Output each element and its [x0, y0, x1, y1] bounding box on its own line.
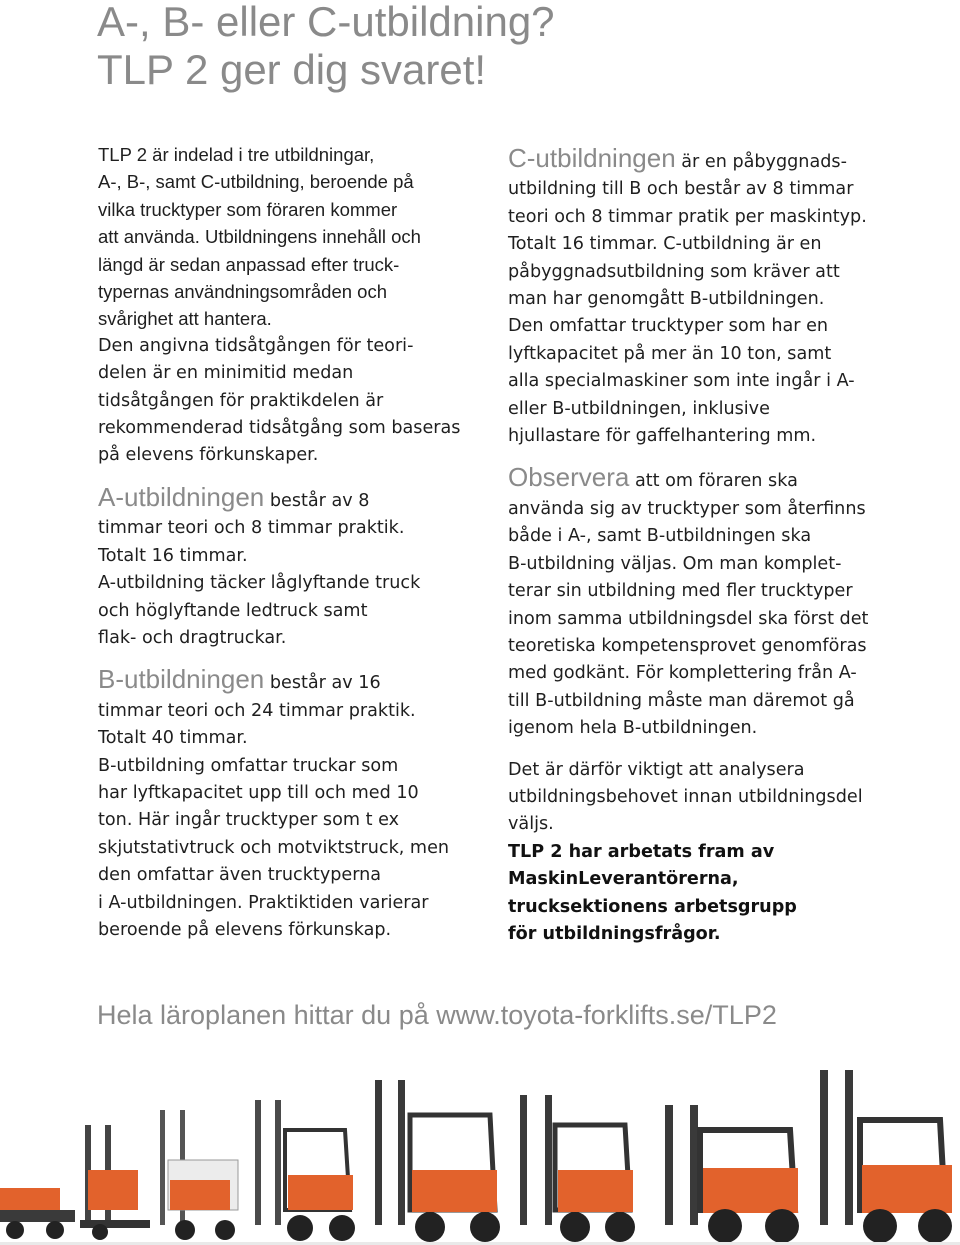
title-line-1: A-, B- eller C-utbildning? — [97, 0, 555, 45]
c-section-first-line — [508, 145, 928, 176]
time-note-line: Den angivna tidsåtgången för teori- — [98, 335, 414, 356]
b-section-line: har lyftkapacitet upp till och med 10 — [98, 782, 419, 803]
intro-line: vilka trucktyper som föraren kommer — [98, 198, 398, 220]
c-section-line: påbyggnadsutbildning som kräver att — [508, 261, 840, 282]
b-section-intro: består av 16 — [264, 673, 381, 694]
c-section-line: eller B-utbildningen, inklusive — [508, 398, 770, 419]
intro-line: att använda. Utbildningens innehåll och — [98, 226, 421, 248]
analysis-line: väljs. — [508, 814, 554, 835]
time-note-line: rekommenderad tidsåtgång som baseras — [98, 418, 461, 439]
c-section-heading: C-utbildningen — [508, 143, 676, 173]
forklift-icon — [375, 1080, 500, 1242]
credit-line: MaskinLeverantörerna, — [508, 869, 739, 890]
a-section-line: timmar teori och 8 timmar praktik. — [98, 518, 405, 539]
intro-line: svårighet att hantera. — [98, 308, 272, 330]
c-section-line: lyftkapacitet på mer än 10 ton, samt — [508, 343, 832, 364]
observe-section-first-line — [508, 464, 928, 495]
b-section-line: Totalt 40 timmar. — [98, 728, 248, 749]
time-note-paragraph — [98, 333, 483, 470]
forklift-icon — [255, 1100, 355, 1241]
b-section-line: beroende på elevens förkunskap. — [98, 919, 392, 940]
c-section-line: Totalt 16 timmar. C-utbildning är en — [508, 234, 822, 255]
a-section-line: Totalt 16 timmar. — [98, 545, 248, 566]
analysis-line: Det är därför viktigt att analysera — [508, 759, 805, 780]
intro-line: TLP 2 är indelad i tre utbildningar, — [98, 144, 375, 165]
c-section-line: utbildning till B och består av 8 timmar — [508, 179, 854, 200]
analysis-paragraph — [508, 757, 928, 839]
observe-section-line: till B-utbildning måste man däremot gå — [508, 690, 855, 711]
b-section-line: timmar teori och 24 timmar praktik. — [98, 700, 416, 721]
observe-section-line: B-utbildning väljas. Om man komplet- — [508, 553, 842, 574]
credit-line: trucksektionens arbetsgrupp — [508, 896, 797, 917]
observe-section — [508, 464, 928, 742]
forklift-icon — [820, 1070, 952, 1243]
right-column — [508, 145, 928, 948]
forklift-lineup-image — [0, 1070, 960, 1245]
observe-section-intro: att om föraren ska — [629, 471, 798, 492]
b-section-heading: B-utbildningen — [98, 664, 265, 695]
c-section-line: man har genomgått B-utbildningen. — [508, 289, 825, 310]
left-column — [98, 141, 483, 944]
credit-paragraph — [508, 839, 928, 949]
intro-line: längd är sedan anpassad efter truck- — [98, 253, 400, 275]
forklift-icon — [665, 1105, 799, 1243]
forklift-icon — [0, 1188, 75, 1239]
c-section-line: Den omfattar trucktyper som har en — [508, 316, 829, 337]
intro-line: typernas användningsområden och — [98, 281, 387, 303]
time-note-line: tidsåtgången för praktikdelen är — [98, 390, 384, 411]
observe-section-line: igenom hela B-utbildningen. — [508, 718, 758, 739]
a-section-line: A-utbildning täcker låglyftande truck — [98, 573, 421, 594]
b-section-line: B-utbildning omfattar truckar som — [98, 755, 399, 776]
a-section-line: och höglyftande ledtruck samt — [98, 600, 368, 621]
credit-line: för utbildningsfrågor. — [508, 923, 721, 944]
intro-paragraph — [98, 141, 483, 333]
page-title — [97, 0, 555, 94]
observe-section-line: teoretiska kompetensprovet genomföras — [508, 635, 867, 656]
footer-link-text: Hela läroplanen hittar du på www.toyota-forklifts.se/TLP2 — [97, 1000, 777, 1030]
a-section-heading: A-utbildningen — [98, 481, 265, 512]
a-section-intro: består av 8 — [264, 490, 370, 511]
observe-section-line: både i A-, samt B-utbildningen ska — [508, 526, 812, 547]
forklift-icon — [520, 1095, 635, 1242]
a-section — [98, 481, 483, 652]
c-section-line: hjullastare för gaffelhantering mm. — [508, 426, 817, 447]
analysis-line: utbildningsbehovet innan utbildningsdel — [508, 786, 863, 807]
observe-section-line: inom samma utbildningsdel ska först det — [508, 608, 869, 629]
observe-section-heading: Observera — [508, 462, 630, 493]
credit-line: TLP 2 har arbetats fram av — [508, 841, 775, 862]
observe-section-line: med godkänt. För komplettering från A- — [508, 663, 857, 684]
c-section-line: teori och 8 timmar pratik per maskintyp. — [508, 206, 867, 227]
c-section — [508, 145, 928, 450]
c-section-line: alla specialmaskiner som inte ingår i A- — [508, 371, 855, 392]
c-section-intro: är en påbyggnads- — [675, 152, 847, 172]
observe-section-line: använda sig av trucktyper som återfinns — [508, 498, 866, 519]
b-section — [98, 666, 483, 944]
time-note-line: delen är en minimitid medan — [98, 363, 354, 384]
time-note-line: på elevens förkunskaper. — [98, 445, 319, 466]
b-section-line: i A-utbildningen. Praktiktiden varierar — [98, 892, 429, 913]
intro-line: A-, B-, samt C-utbildning, beroende på — [98, 171, 414, 193]
observe-section-line: terar sin utbildning med fler trucktyper — [508, 581, 853, 602]
title-line-2: TLP 2 ger dig svaret! — [97, 46, 487, 93]
b-section-line: ton. Här ingår trucktyper som t ex — [98, 810, 400, 831]
forklift-icon — [160, 1110, 238, 1240]
b-section-first-line — [98, 666, 483, 697]
b-section-line: skjutstativtruck och motviktstruck, men — [98, 837, 450, 858]
forklift-icon — [80, 1125, 150, 1240]
a-section-first-line — [98, 481, 483, 515]
b-section-line: den omfattar även trucktyperna — [98, 865, 382, 886]
a-section-line: flak- och dragtruckar. — [98, 627, 287, 648]
